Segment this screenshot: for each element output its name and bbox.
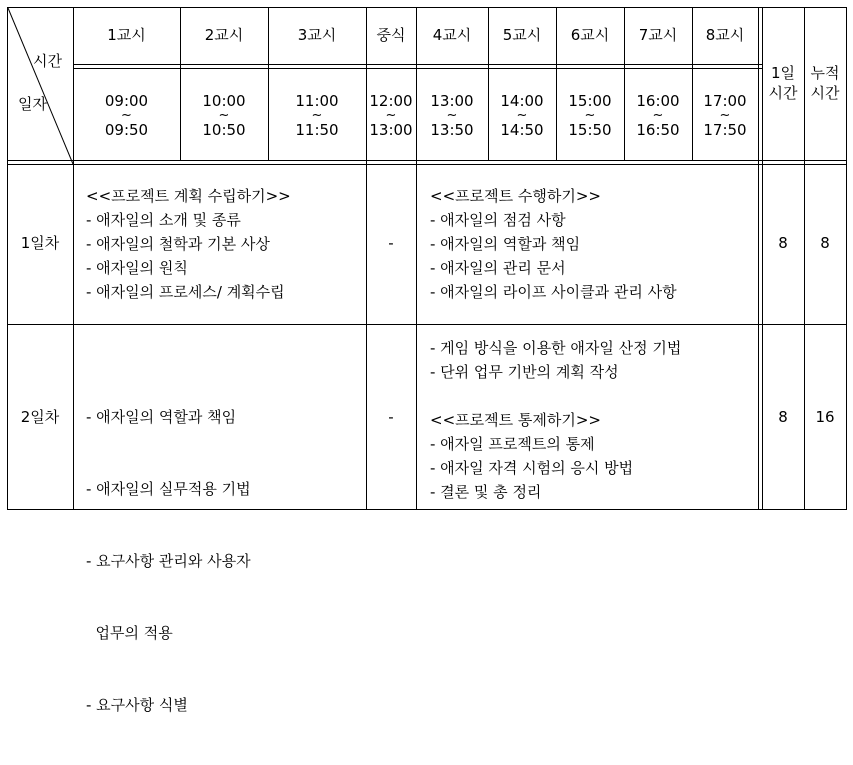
header-bottom-line-b <box>7 164 847 165</box>
period-tilde: ~ <box>121 108 132 123</box>
session-line: <<프로젝트 통제하기>> <box>430 411 601 429</box>
header-bottom-line-a <box>7 160 847 161</box>
period-start-time: 10:00 <box>202 92 246 110</box>
period-end-time: 14:50 <box>500 121 544 139</box>
session-line: - 게임 방식을 이용한 애자일 산정 기법 <box>430 339 682 357</box>
table-left-border <box>7 7 8 510</box>
session-line: - 애자일 자격 시험의 응시 방법 <box>430 459 634 477</box>
session-line: - 애자일의 프로세스/ 계획수립 <box>86 283 285 301</box>
session-line <box>430 384 681 408</box>
period-label: 3교시 <box>297 26 337 44</box>
afternoon-session <box>430 336 681 504</box>
col-divider-daily-b <box>762 7 763 510</box>
period-end-time: 15:50 <box>568 121 612 139</box>
session-line: - 애자일의 철학과 기본 사상 <box>86 235 270 253</box>
session-line: - 애자일의 원칙 <box>86 259 188 277</box>
period-start-time: 14:00 <box>500 92 544 110</box>
session-line: - 애자일의 소개 및 종류 <box>86 211 241 229</box>
period-tilde: ~ <box>584 108 596 123</box>
header-divider-line-a <box>73 64 762 65</box>
col-divider-cumulative <box>804 7 805 510</box>
session-line: - 애자일의 라이프 사이클과 관리 사항 <box>430 283 677 301</box>
col-divider-lunch-left <box>366 7 367 510</box>
session-line: - 애자일 프로젝트의 통제 <box>430 435 595 453</box>
period-label: 1교시 <box>107 26 146 44</box>
session-line: 업무의 적용 <box>86 624 173 642</box>
cumulative-hours-value: 8 <box>820 234 830 252</box>
lunch-cell: - <box>388 234 394 252</box>
period-end-time: 13:50 <box>430 121 474 139</box>
session-line: - 애자일의 역할과 책임 <box>86 408 237 426</box>
session-line: - 애자일의 역할과 책임 <box>430 235 581 253</box>
session-line: - 애자일의 관리 문서 <box>430 259 566 277</box>
period-start-time: 13:00 <box>430 92 474 110</box>
session-line: - 결론 및 총 정리 <box>430 483 542 501</box>
daily-hours-value: 8 <box>778 408 788 426</box>
period-end-time: 10:50 <box>202 121 246 139</box>
session-line: <<프로젝트 수행하기>> <box>430 187 601 205</box>
period-start-time: 16:00 <box>636 92 680 110</box>
period-tilde: ~ <box>385 108 397 123</box>
period-label: 8교시 <box>705 26 745 44</box>
day-label: 1일차 <box>20 234 60 252</box>
period-tilde: ~ <box>516 108 528 123</box>
period-end-time: 11:50 <box>295 121 339 139</box>
col-divider-day <box>73 7 74 510</box>
corner-label-time: 시간 <box>33 52 62 70</box>
session-line: <<프로젝트 계획 수립하기>> <box>86 187 291 205</box>
period-start-time: 11:00 <box>295 92 339 110</box>
period-tilde: ~ <box>652 108 664 123</box>
daily-hours-header: 1일 <box>770 64 796 82</box>
col-divider-lunch-right <box>416 7 417 510</box>
daily-hours-header: 시간 <box>768 84 798 102</box>
col-divider-daily-a <box>758 7 759 510</box>
period-end-time: 16:50 <box>636 121 680 139</box>
period-tilde: ~ <box>719 108 731 123</box>
period-start-time: 12:00 <box>369 92 413 110</box>
period-tilde: ~ <box>218 108 230 123</box>
period-label: 6교시 <box>570 26 610 44</box>
row-divider-line <box>7 324 847 325</box>
session-line: - 애자일의 실무적용 기법 <box>86 480 251 498</box>
period-end-time: 13:00 <box>369 121 413 139</box>
period-start-time: 09:00 <box>104 92 149 110</box>
period-label: 4교시 <box>432 26 472 44</box>
period-tilde: ~ <box>311 108 323 123</box>
cumulative-hours-value: 16 <box>815 408 835 426</box>
period-start-time: 15:00 <box>568 92 612 110</box>
period-start-time: 17:00 <box>703 92 747 110</box>
cumulative-hours-header: 시간 <box>810 84 840 102</box>
afternoon-session <box>430 184 677 304</box>
period-tilde: ~ <box>446 108 458 123</box>
lunch-cell: - <box>388 408 394 426</box>
period-end-time: 09:50 <box>104 121 149 139</box>
morning-session <box>86 184 291 304</box>
period-label: 중식 <box>376 26 406 44</box>
period-label: 2교시 <box>204 26 244 44</box>
session-line: - 요구사항 식별 <box>86 696 188 714</box>
period-label: 5교시 <box>502 26 542 44</box>
period-end-time: 17:50 <box>703 121 747 139</box>
cumulative-hours-header: 누적 <box>810 64 840 82</box>
morning-session <box>86 357 251 765</box>
table-right-border <box>846 7 847 510</box>
daily-hours-value: 8 <box>778 234 788 252</box>
session-line: - 단위 업무 기반의 계획 작성 <box>430 363 619 381</box>
session-line: - 요구사항 관리와 사용자 <box>86 552 251 570</box>
period-label: 7교시 <box>638 26 678 44</box>
day-label: 2일차 <box>20 408 60 426</box>
corner-label-day: 일자 <box>18 95 47 113</box>
table-top-border <box>7 7 847 8</box>
header-divider-line-b <box>73 68 762 69</box>
session-line: - 애자일의 점검 사항 <box>430 211 566 229</box>
